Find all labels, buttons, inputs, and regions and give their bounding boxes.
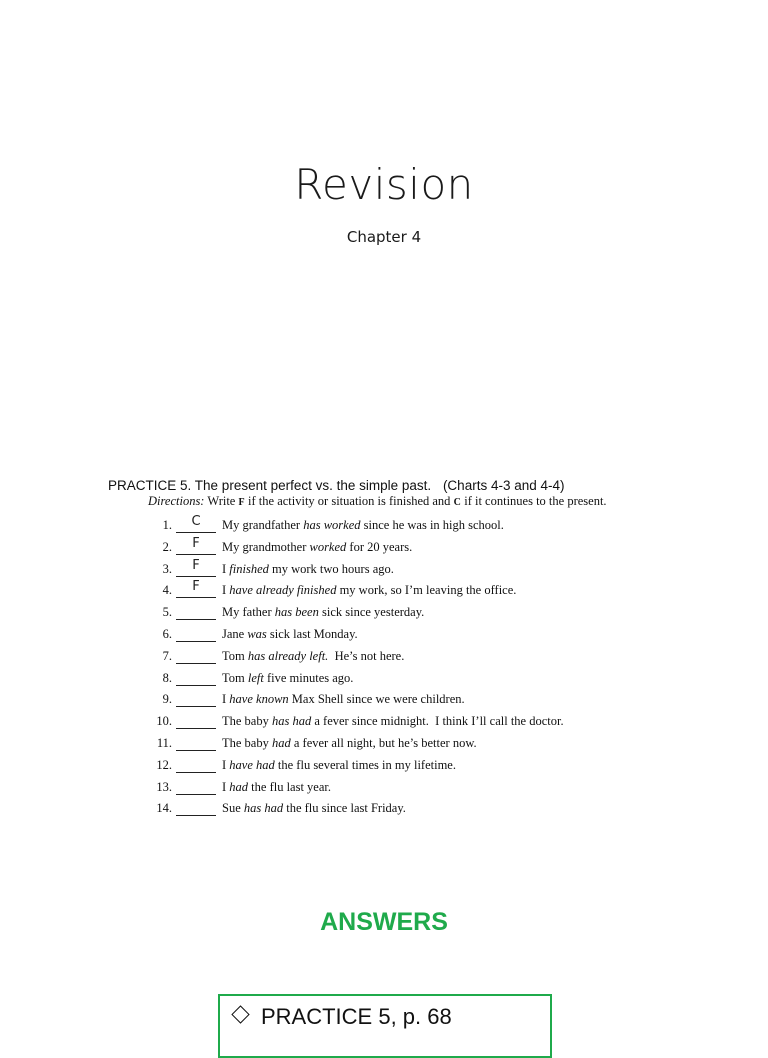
item-sentence xyxy=(222,758,456,773)
practice-exercise xyxy=(108,478,708,823)
sentence-start: I xyxy=(222,583,230,598)
sentence-end: a fever all night, but he’s better now. xyxy=(290,735,477,750)
item-number: 1. xyxy=(162,518,172,532)
answer-blank[interactable] xyxy=(176,780,216,795)
list-item xyxy=(108,758,708,780)
sentence-verb: have known xyxy=(229,692,289,707)
exercise-list xyxy=(108,514,708,823)
list-item xyxy=(108,605,708,627)
practice-header xyxy=(108,478,708,493)
answer-blank[interactable] xyxy=(176,714,216,729)
directions-label: Directions: xyxy=(148,494,205,508)
item-sentence xyxy=(222,518,504,533)
list-item xyxy=(108,671,708,693)
item-sentence xyxy=(222,649,404,664)
list-item xyxy=(108,736,708,758)
sentence-verb: was xyxy=(247,626,267,641)
sentence-end: for 20 years. xyxy=(346,539,413,554)
list-item xyxy=(108,780,708,802)
item-number: 10. xyxy=(156,714,172,729)
item-number: 14. xyxy=(156,801,172,816)
item-sentence xyxy=(222,692,465,707)
handwritten-answer: F xyxy=(192,579,200,595)
answer-blank[interactable] xyxy=(176,758,216,773)
list-item xyxy=(108,692,708,714)
sentence-start: I xyxy=(222,692,230,707)
sentence-start: Jane xyxy=(222,626,248,641)
answer-blank[interactable] xyxy=(176,801,216,816)
item-number: 5. xyxy=(162,605,172,620)
list-item xyxy=(108,627,708,649)
sentence-verb: worked xyxy=(309,539,347,554)
practice-charts: (Charts 4-3 and 4-4) xyxy=(442,478,565,493)
practice-label: PRACTICE 5. xyxy=(108,478,192,493)
slide-subtitle: Chapter 4 xyxy=(346,228,422,246)
directions-text-1: Write xyxy=(207,494,236,508)
sentence-start: I xyxy=(222,757,230,772)
answer-blank[interactable] xyxy=(176,627,216,642)
handwritten-answer: C xyxy=(191,514,201,529)
sentence-end: Max Shell since we were children. xyxy=(288,692,465,707)
sentence-verb: has had xyxy=(271,714,312,729)
item-number: 8. xyxy=(162,670,172,685)
item-sentence xyxy=(222,562,394,577)
item-number: 13. xyxy=(156,779,172,794)
list-item xyxy=(108,649,708,671)
directions-text-2: if the activity or situation is finished and xyxy=(248,494,451,508)
sentence-start: My grandfather xyxy=(222,518,304,532)
answer-blank[interactable] xyxy=(176,671,216,686)
item-number: 2. xyxy=(162,539,172,554)
item-number: 4. xyxy=(162,583,172,598)
item-sentence xyxy=(222,605,424,620)
directions-text-3: if it continues to the present. xyxy=(464,494,607,508)
item-number: 9. xyxy=(162,692,172,707)
sentence-start: Tom xyxy=(222,648,248,663)
sentence-verb: had xyxy=(229,779,249,794)
sentence-verb: has already left. xyxy=(247,648,329,663)
sentence-start: I xyxy=(222,779,230,794)
answer-box-content xyxy=(234,1004,452,1030)
item-sentence xyxy=(222,714,564,729)
sentence-end: since he was in high school. xyxy=(360,518,504,532)
diamond-icon xyxy=(231,1005,249,1023)
sentence-end: five minutes ago. xyxy=(263,670,354,685)
item-sentence xyxy=(222,801,406,816)
list-item xyxy=(108,714,708,736)
sentence-verb: finished xyxy=(229,561,269,576)
sentence-end: the flu last year. xyxy=(248,779,332,794)
sentence-end: sick last Monday. xyxy=(266,626,358,641)
answer-blank[interactable] xyxy=(176,557,216,577)
sentence-verb: has worked xyxy=(303,518,361,532)
answer-blank[interactable] xyxy=(176,605,216,620)
item-sentence xyxy=(222,627,358,642)
sentence-verb: have had xyxy=(229,757,275,772)
slide-title: Revision xyxy=(294,160,474,209)
sentence-start: The baby xyxy=(222,714,272,729)
sentence-verb: has had xyxy=(243,801,284,816)
sentence-start: Tom xyxy=(222,670,248,685)
answer-blank[interactable] xyxy=(176,535,216,555)
sentence-end: my work two hours ago. xyxy=(268,561,394,576)
item-number: 11. xyxy=(156,735,172,750)
item-number: 7. xyxy=(162,648,172,663)
list-item xyxy=(108,801,708,823)
item-sentence xyxy=(222,671,353,686)
sentence-verb: has been xyxy=(274,605,319,620)
practice-directions xyxy=(148,494,708,509)
item-sentence xyxy=(222,583,516,598)
sentence-end: my work, so I’m leaving the office. xyxy=(336,583,517,598)
sentence-end: the flu since last Friday. xyxy=(283,801,406,816)
handwritten-answer: F xyxy=(192,557,200,573)
directions-c: C xyxy=(453,497,462,508)
sentence-end: He’s not here. xyxy=(328,648,405,663)
sentence-verb: have already finished xyxy=(229,583,337,598)
answer-blank[interactable] xyxy=(176,692,216,707)
practice-heading: The present perfect vs. the simple past. xyxy=(194,478,432,493)
item-sentence xyxy=(222,540,412,555)
item-number: 3. xyxy=(162,561,172,576)
sentence-end: a fever since midnight. I think I’ll call the doctor. xyxy=(311,714,564,729)
answer-blank[interactable] xyxy=(176,579,216,598)
item-sentence xyxy=(222,736,477,751)
sentence-start: I xyxy=(222,561,230,576)
list-item xyxy=(108,579,708,605)
sentence-start: My father xyxy=(222,605,275,620)
sentence-start: My grandmother xyxy=(222,539,310,554)
sentence-verb: had xyxy=(271,735,291,750)
answer-box-label: PRACTICE 5, p. 68 xyxy=(261,1004,452,1029)
sentence-end: the flu several times in my lifetime. xyxy=(274,757,456,772)
item-number: 6. xyxy=(162,626,172,641)
sentence-end: sick since yesterday. xyxy=(318,605,425,620)
directions-f: F xyxy=(238,497,245,508)
answer-blank[interactable] xyxy=(176,514,216,533)
item-number: 12. xyxy=(156,757,172,772)
answers-heading: ANSWERS xyxy=(320,908,448,936)
sentence-start: The baby xyxy=(222,735,272,750)
sentence-start: Sue xyxy=(222,801,244,816)
answer-blank[interactable] xyxy=(176,736,216,751)
handwritten-answer: F xyxy=(192,535,200,551)
answer-blank[interactable] xyxy=(176,649,216,664)
item-sentence xyxy=(222,780,331,795)
sentence-verb: left xyxy=(247,670,264,685)
answer-box xyxy=(218,994,552,1058)
